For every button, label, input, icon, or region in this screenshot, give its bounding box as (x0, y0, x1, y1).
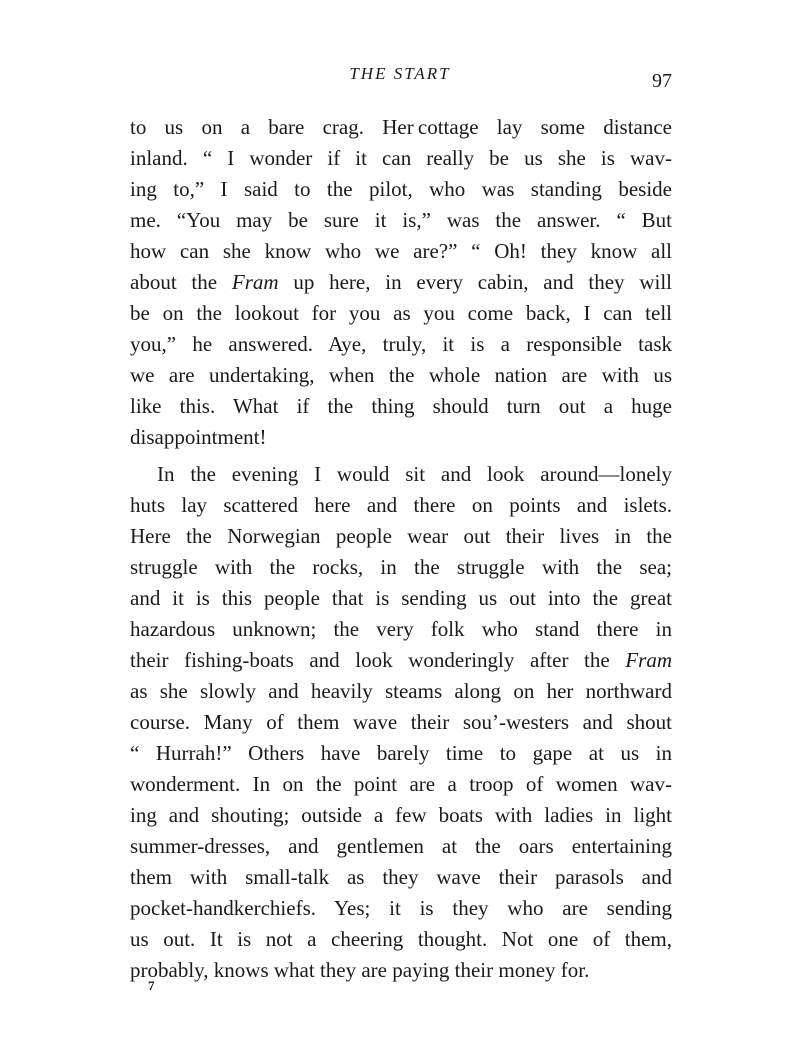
text-line (130, 769, 672, 800)
text-line (130, 267, 672, 298)
text-segment: you,” he answered. Aye, truly, it is a responsible task (130, 332, 672, 356)
text-segment: them with small-talk as they wave their parasols and (130, 865, 672, 889)
text-line (130, 422, 672, 453)
text-line (130, 521, 672, 552)
text-segment: as she slowly and heavily steams along on her northward (130, 679, 672, 703)
text-segment: probably, knows what they are paying their money for. (130, 958, 590, 982)
running-title: THE START (349, 64, 451, 83)
text-segment: be on the lookout for you as you come back, I can tell (130, 301, 672, 325)
text-segment: course. Many of them wave their sou’-westers and shout (130, 710, 672, 734)
text-line (130, 614, 672, 645)
text-line (130, 707, 672, 738)
text-line (130, 143, 672, 174)
signature-mark: 7 (148, 978, 155, 993)
text-line (130, 490, 672, 521)
text-line (130, 738, 672, 769)
text-line (130, 831, 672, 862)
text-segment: and it is this people that is sending us out into the great (130, 586, 672, 610)
text-line (130, 298, 672, 329)
text-segment: struggle with the rocks, in the struggle with the sea; (130, 555, 672, 579)
text-line (130, 360, 672, 391)
text-line (130, 583, 672, 614)
text-line (130, 862, 672, 893)
ship-name: Fram (231, 270, 279, 294)
text-line (130, 552, 672, 583)
text-segment: wonderment. In on the point are a troop of women wav- (130, 772, 672, 796)
text-line (130, 174, 672, 205)
text-line (130, 645, 672, 676)
text-segment: inland. “ I wonder if it can really be us she is wav- (130, 146, 672, 170)
text-segment: me. “You may be sure it is,” was the answer. “ But (130, 208, 672, 232)
text-line (130, 205, 672, 236)
text-line (130, 112, 672, 143)
text-segment: hazardous unknown; the very folk who stand there in (130, 617, 672, 641)
body-text (130, 112, 672, 986)
text-segment: ing to,” I said to the pilot, who was standing beside (130, 177, 672, 201)
text-segment: how can she know who we are?” “ Oh! they know all (130, 239, 672, 263)
text-segment: us out. It is not a cheering thought. Not one of them, (130, 927, 672, 951)
ship-name: Fram (625, 648, 672, 672)
paragraph (130, 459, 672, 986)
text-segment: disappointment! (130, 425, 267, 449)
paragraph (130, 112, 672, 453)
text-line (130, 329, 672, 360)
text-line (130, 236, 672, 267)
text-line (130, 800, 672, 831)
text-segment: up here, in every cabin, and they will (278, 270, 672, 294)
text-line (130, 924, 672, 955)
text-segment: to us on a bare crag. Her cottage lay some distance (130, 115, 672, 139)
text-line (130, 893, 672, 924)
text-segment: about the (130, 270, 232, 294)
text-segment: ing and shouting; outside a few boats with ladies in light (130, 803, 672, 827)
text-line (130, 676, 672, 707)
text-segment: Here the Norwegian people wear out their lives in the (130, 524, 672, 548)
text-segment: like this. What if the thing should turn out a huge (130, 394, 672, 418)
text-line (130, 459, 672, 490)
text-line (130, 391, 672, 422)
text-segment: In the evening I would sit and look around—lonely (157, 462, 672, 486)
text-segment: we are undertaking, when the whole nation are with us (130, 363, 672, 387)
running-head (130, 62, 672, 92)
text-segment: summer-dresses, and gentlemen at the oars entertaining (130, 834, 672, 858)
page-number: 97 (652, 70, 672, 92)
text-segment: “ Hurrah!” Others have barely time to gape at us in (130, 741, 672, 765)
text-segment: huts lay scattered here and there on points and islets. (130, 493, 672, 517)
text-line (130, 955, 672, 986)
text-segment: their fishing-boats and look wonderingly after the (130, 648, 626, 672)
text-segment: pocket-handkerchiefs. Yes; it is they who are sending (130, 896, 672, 920)
